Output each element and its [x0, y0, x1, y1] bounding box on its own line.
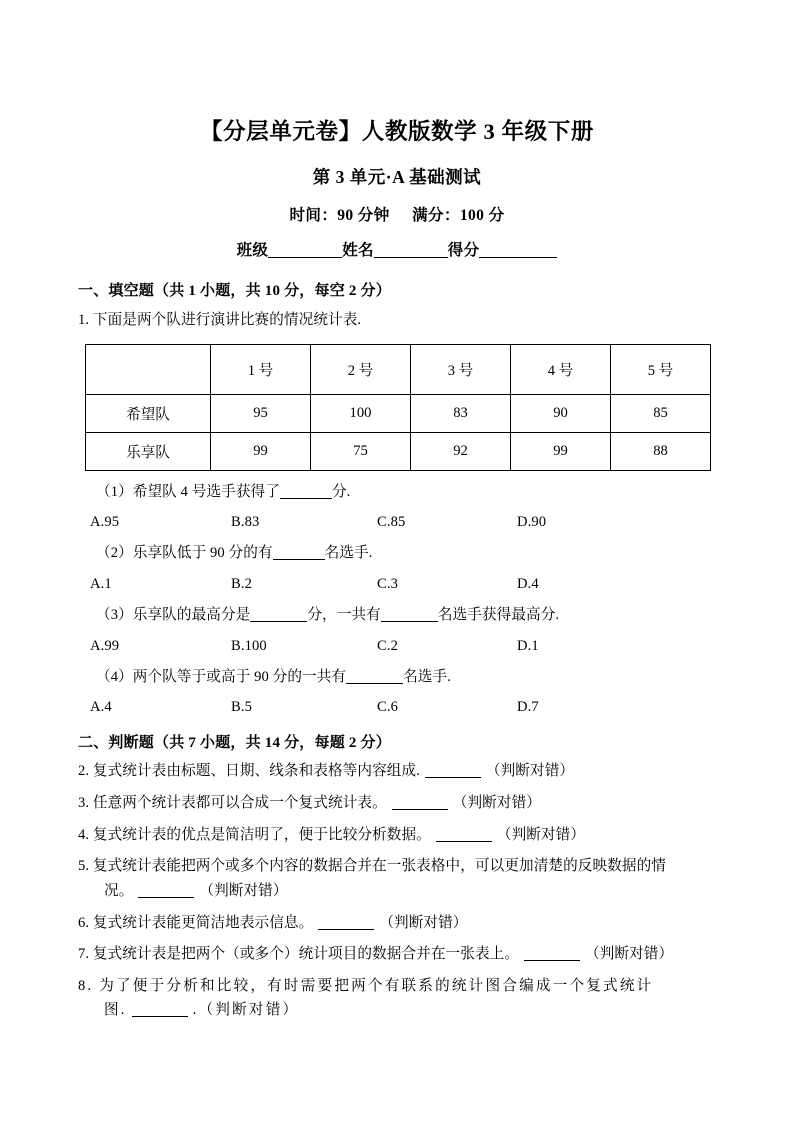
item-text: 为了便于分析和比较，有时需要把两个有联系的统计图合编成一个复式统计	[99, 977, 654, 994]
table-header-row	[86, 344, 711, 394]
option-a[interactable]: A.95	[90, 514, 120, 531]
option-a[interactable]: A.1	[90, 576, 112, 593]
item-answer-blank[interactable]	[436, 828, 492, 842]
table-header-cell: 5 号	[611, 344, 711, 394]
sub-question-4-label: （4）	[96, 668, 133, 685]
item-text: 复式统计表能更简洁地表示信息。	[92, 914, 314, 931]
item-answer-blank[interactable]	[318, 916, 374, 930]
table-row	[86, 432, 711, 470]
table-header-cell: 1 号	[211, 344, 311, 394]
team-name-cell: 希望队	[86, 394, 211, 432]
item-text: 复式统计表能把两个或多个内容的数据合并在一张表格中，可以更加清楚的反映数据的情	[92, 858, 666, 875]
option-d[interactable]: D.4	[517, 576, 539, 593]
true-false-item-4	[78, 816, 716, 848]
option-b[interactable]: B.5	[231, 699, 252, 716]
sub-question-2-text-after: 名选手.	[324, 545, 373, 562]
option-d[interactable]: D.7	[517, 699, 539, 716]
item-number: 6.	[78, 914, 90, 931]
option-d[interactable]: D.1	[517, 637, 539, 654]
student-info-line	[78, 225, 716, 260]
sub-question-4-options	[78, 689, 716, 717]
item-suffix: （判断对错）	[199, 882, 288, 899]
time-limit-label: 时间：90 分钟	[289, 207, 390, 225]
score-cell: 83	[411, 394, 511, 432]
option-c[interactable]: C.6	[377, 699, 398, 716]
sub-question-3-label: （3）	[96, 607, 133, 624]
table-header-cell: 3 号	[411, 344, 511, 394]
item-text: 复式统计表由标题、日期、线条和表格等内容组成.	[92, 763, 420, 780]
score-cell: 99	[211, 432, 311, 470]
option-d[interactable]: D.90	[517, 514, 547, 531]
team-name-cell: 乐享队	[86, 432, 211, 470]
sub-question-4-text-before: 两个队等于或高于 90 分的一共有	[132, 668, 347, 685]
table-header-cell: 4 号	[511, 344, 611, 394]
score-cell: 95	[211, 394, 311, 432]
item-answer-blank[interactable]	[425, 764, 481, 778]
sub-question-1	[78, 471, 716, 505]
item-text-line-2-wrapper	[78, 998, 716, 1023]
item-text-line-2: 图.	[104, 1002, 127, 1019]
name-label: 姓名	[342, 242, 374, 260]
item-number: 7.	[78, 946, 90, 963]
statistics-table-wrapper	[78, 333, 716, 471]
sub-question-3	[78, 594, 716, 628]
score-cell: 100	[311, 394, 411, 432]
option-b[interactable]: B.83	[231, 514, 260, 531]
section-heading-true-false: 二、判断题（共 7 小题，共 14 分，每题 2 分）	[78, 735, 391, 752]
sub-question-2-text-before: 乐享队低于 90 分的有	[132, 545, 273, 562]
sub-question-3-blank-1[interactable]	[250, 608, 307, 622]
item-number: 5.	[78, 858, 90, 875]
statistics-table	[85, 344, 711, 471]
true-false-item-6	[78, 904, 716, 936]
score-cell: 92	[411, 432, 511, 470]
name-blank[interactable]	[374, 242, 448, 258]
sub-question-2-label: （2）	[96, 545, 133, 562]
item-text: 复式统计表是把两个（或多个）统计项目的数据合并在一张表上。	[92, 946, 520, 963]
sub-question-4-blank[interactable]	[346, 670, 403, 684]
sub-question-1-blank[interactable]	[280, 485, 332, 499]
table-row	[86, 394, 711, 432]
true-false-item-3	[78, 784, 716, 816]
item-number: 3.	[78, 794, 90, 811]
item-number: 8.	[78, 977, 94, 994]
item-suffix: （判断对错）	[496, 826, 586, 843]
grade-label: 得分	[447, 242, 480, 260]
option-c[interactable]: C.85	[377, 514, 406, 531]
option-c[interactable]: C.2	[377, 637, 398, 654]
sub-question-1-options	[78, 504, 716, 532]
section-heading-fill-in-blank: 一、填空题（共 1 小题，共 10 分，每空 2 分）	[78, 283, 391, 300]
class-label: 班级	[236, 242, 269, 260]
item-answer-blank[interactable]	[132, 1003, 188, 1017]
exam-meta	[78, 189, 716, 225]
sub-question-3-text-middle: 分，一共有	[307, 607, 381, 624]
sub-question-3-blank-2[interactable]	[381, 608, 438, 622]
item-text: 复式统计表的优点是简洁明了，便于比较分析数据。	[92, 826, 431, 843]
table-header-cell: 2 号	[311, 344, 411, 394]
score-cell: 75	[311, 432, 411, 470]
grade-blank[interactable]	[479, 242, 557, 258]
sub-question-3-text-before: 乐享队的最高分是	[132, 607, 251, 624]
sub-question-2	[78, 532, 716, 566]
option-a[interactable]: A.4	[90, 699, 112, 716]
item-suffix: （判断对错）	[198, 1002, 300, 1019]
class-blank[interactable]	[268, 242, 342, 258]
sub-question-1-text-after: 分.	[331, 483, 351, 500]
page-subtitle: 第 3 单元·A 基础测试	[312, 167, 482, 188]
score-cell: 88	[611, 432, 711, 470]
score-cell: 99	[511, 432, 611, 470]
item-suffix: （判断对错）	[485, 763, 575, 780]
score-cell: 85	[611, 394, 711, 432]
true-false-item-7	[78, 935, 716, 967]
sub-question-2-blank[interactable]	[273, 546, 325, 560]
item-text-line-2-wrapper	[78, 879, 716, 904]
sub-question-1-text-before: 希望队 4 号选手获得了	[132, 483, 280, 500]
true-false-item-2	[78, 752, 716, 784]
item-answer-blank[interactable]	[392, 796, 448, 810]
item-suffix: （判断对错）	[379, 914, 468, 931]
item-number: 4.	[78, 826, 90, 843]
item-answer-blank[interactable]	[524, 947, 580, 961]
item-tail-dot: .	[192, 1002, 199, 1019]
sub-question-1-label: （1）	[96, 483, 133, 500]
item-text: 任意两个统计表都可以合成一个复式统计表。	[92, 794, 387, 811]
true-false-item-8	[78, 967, 716, 1023]
sub-question-3-options	[78, 628, 716, 656]
true-false-item-5	[78, 847, 716, 903]
item-number: 2.	[78, 763, 90, 780]
option-a[interactable]: A.99	[90, 637, 120, 654]
score-cell: 90	[511, 394, 611, 432]
option-b[interactable]: B.100	[231, 637, 267, 654]
option-b[interactable]: B.2	[231, 576, 252, 593]
total-score-label: 满分：100 分	[412, 207, 505, 225]
question-1-number: 1.	[78, 312, 90, 329]
item-answer-blank[interactable]	[138, 884, 194, 898]
question-1-text: 下面是两个队进行演讲比赛的情况统计表.	[92, 312, 362, 329]
sub-question-4-text-after: 名选手.	[403, 668, 451, 685]
page-title: 【分层单元卷】人教版数学 3 年级下册	[200, 119, 594, 144]
sub-question-4	[78, 656, 716, 690]
item-suffix: （判断对错）	[452, 794, 541, 811]
item-text-line-2: 况。	[104, 882, 134, 899]
question-1	[78, 300, 716, 333]
option-c[interactable]: C.3	[377, 576, 398, 593]
sub-question-2-options	[78, 566, 716, 594]
item-suffix: （判断对错）	[585, 946, 674, 963]
sub-question-3-text-after: 名选手获得最高分.	[437, 607, 560, 624]
table-corner-cell	[86, 344, 211, 394]
